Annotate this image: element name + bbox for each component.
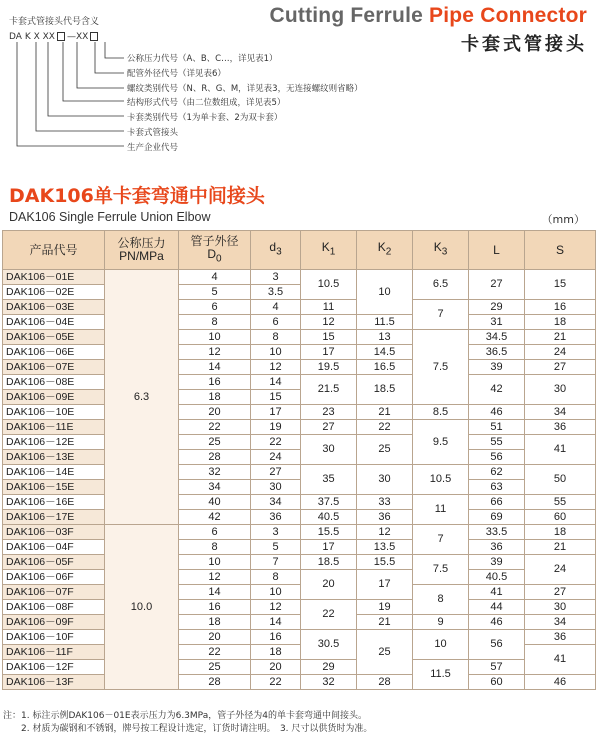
cell-k1: 20 [301, 570, 357, 600]
note-line-2: 2. 材质为碳钢和不锈钢，牌号按工程设计选定，订货时请注明。 3. 尺寸以供货时为准。 [3, 724, 373, 734]
table-row [3, 555, 596, 570]
cell-l: 33.5 [469, 525, 525, 540]
table-group-6-3 [3, 270, 596, 525]
cell-d3: 3 [251, 270, 301, 285]
cell-k2: 25 [357, 630, 413, 675]
cell-d0: 10 [179, 330, 251, 345]
table-header-row [3, 231, 596, 270]
header-od-symbol: D [207, 246, 217, 261]
header-d-sub: 3 [276, 246, 282, 258]
cell-l: 46 [469, 615, 525, 630]
cell-k3: 9 [413, 615, 469, 630]
cell-k2: 21 [357, 405, 413, 420]
cell-d3: 14 [251, 615, 301, 630]
code-pattern-box [57, 32, 65, 41]
cell-d0: 8 [179, 540, 251, 555]
code-desc-od: 配管外径代号（详见表6） [127, 69, 226, 79]
cell-s: 34 [525, 405, 596, 420]
cell-d0: 34 [179, 480, 251, 495]
table-row [3, 615, 596, 630]
cell-d3: 27 [251, 465, 301, 480]
table-row [3, 510, 596, 525]
cell-d3: 8 [251, 330, 301, 345]
cell-code: DAK106－11E [3, 420, 105, 435]
code-pattern-box [90, 32, 98, 41]
cell-code: DAK106－13E [3, 450, 105, 465]
cell-d0: 20 [179, 630, 251, 645]
cell-k2: 12 [357, 525, 413, 540]
cell-k1: 17 [301, 540, 357, 555]
cell-l: 39 [469, 360, 525, 375]
cell-d0: 6 [179, 300, 251, 315]
cell-k2: 33 [357, 495, 413, 510]
cell-d0: 12 [179, 570, 251, 585]
cell-d0: 40 [179, 495, 251, 510]
cell-pn: 10.0 [105, 525, 179, 690]
table-row [3, 360, 596, 375]
cell-k2: 10 [357, 270, 413, 315]
cell-l: 40.5 [469, 570, 525, 585]
cell-l: 60 [469, 675, 525, 690]
cell-code: DAK106－12E [3, 435, 105, 450]
cell-l: 63 [469, 480, 525, 495]
cell-d0: 5 [179, 285, 251, 300]
cell-k2: 22 [357, 420, 413, 435]
table-row [3, 675, 596, 690]
cell-code: DAK106－14E [3, 465, 105, 480]
cell-s: 30 [525, 375, 596, 405]
cell-d3: 12 [251, 360, 301, 375]
table-row [3, 435, 596, 450]
cell-l: 55 [469, 435, 525, 450]
cell-k2: 30 [357, 465, 413, 495]
cell-l: 62 [469, 465, 525, 480]
cell-k2: 14.5 [357, 345, 413, 360]
code-desc-thread: 螺纹类别代号（N、R、G、M，详见表3，无连接螺纹则省略） [127, 84, 363, 94]
code-pattern-od: XX [75, 32, 89, 42]
cell-k2: 13 [357, 330, 413, 345]
cell-d3: 8 [251, 570, 301, 585]
cell-k1: 37.5 [301, 495, 357, 510]
cell-d0: 8 [179, 315, 251, 330]
header-k3 [413, 231, 469, 270]
header-k2 [357, 231, 413, 270]
code-desc-ferrule-type: 卡套类别代号（1为单卡套、2为双卡套） [127, 113, 283, 123]
cell-code: DAK106－07F [3, 585, 105, 600]
brand-english-main: Cutting Ferrule [269, 4, 430, 27]
cell-k1: 11 [301, 300, 357, 315]
header-k2-symbol: K [377, 240, 386, 255]
cell-l: 42 [469, 375, 525, 405]
brand-english-accent: Pipe Connector [429, 4, 587, 27]
cell-d0: 16 [179, 375, 251, 390]
brand-header [269, 4, 587, 56]
product-title: DAK106单卡套弯通中间接头 [9, 185, 265, 207]
cell-code: DAK106－01E [3, 270, 105, 285]
table-row [3, 270, 596, 285]
cell-k1: 29 [301, 660, 357, 675]
cell-d0: 18 [179, 390, 251, 405]
code-desc-connector: 卡套式管接头 [127, 128, 179, 138]
cell-k3: 7 [413, 300, 469, 330]
header-od [179, 231, 251, 270]
cell-code: DAK106－15E [3, 480, 105, 495]
cell-code: DAK106－02E [3, 285, 105, 300]
cell-s: 27 [525, 585, 596, 600]
cell-code: DAK106－17E [3, 510, 105, 525]
spec-table [2, 230, 596, 690]
cell-d3: 24 [251, 450, 301, 465]
cell-l: 34.5 [469, 330, 525, 345]
cell-k3: 7.5 [413, 330, 469, 405]
cell-d0: 22 [179, 420, 251, 435]
cell-k2: 19 [357, 600, 413, 615]
cell-k2: 13.5 [357, 540, 413, 555]
cell-k3: 8.5 [413, 405, 469, 420]
cell-s: 41 [525, 435, 596, 465]
cell-d0: 12 [179, 345, 251, 360]
cell-d0: 28 [179, 450, 251, 465]
cell-l: 36.5 [469, 345, 525, 360]
header-l: L [469, 231, 525, 270]
cell-d0: 6 [179, 525, 251, 540]
cell-d3: 19 [251, 420, 301, 435]
cell-k3: 7.5 [413, 555, 469, 585]
cell-k2: 25 [357, 435, 413, 465]
cell-s: 46 [525, 675, 596, 690]
table-row [3, 300, 596, 315]
cell-l: 39 [469, 555, 525, 570]
cell-code: DAK106－09F [3, 615, 105, 630]
table-group-10-0 [3, 525, 596, 690]
brand-english-title [269, 4, 587, 28]
cell-l: 69 [469, 510, 525, 525]
cell-d3: 3.5 [251, 285, 301, 300]
cell-s: 24 [525, 345, 596, 360]
cell-d3: 10 [251, 345, 301, 360]
code-pattern-ferrule: K [24, 32, 31, 42]
code-pattern-dash: — [66, 32, 76, 42]
cell-d3: 5 [251, 540, 301, 555]
cell-k2: 28 [357, 675, 413, 690]
cell-s: 36 [525, 420, 596, 435]
cell-l: 46 [469, 405, 525, 420]
cell-k1: 22 [301, 600, 357, 630]
table-row [3, 405, 596, 420]
table-row [3, 660, 596, 675]
cell-k2: 11.5 [357, 315, 413, 330]
cell-code: DAK106－16E [3, 495, 105, 510]
cell-d0: 25 [179, 660, 251, 675]
cell-k1: 17 [301, 345, 357, 360]
cell-k2: 16.5 [357, 360, 413, 375]
cell-d0: 14 [179, 360, 251, 375]
cell-d0: 10 [179, 555, 251, 570]
table-row [3, 450, 596, 465]
cell-d3: 20 [251, 660, 301, 675]
cell-s: 60 [525, 510, 596, 525]
cell-k2: 21 [357, 615, 413, 630]
cell-s: 18 [525, 315, 596, 330]
table-row [3, 375, 596, 390]
cell-pn: 6.3 [105, 270, 179, 525]
cell-k2: 18.5 [357, 375, 413, 405]
header-k3-symbol: K [433, 240, 442, 255]
cell-k3: 9.5 [413, 420, 469, 465]
cell-d3: 16 [251, 630, 301, 645]
cell-k3: 7 [413, 525, 469, 555]
cell-code: DAK106－03F [3, 525, 105, 540]
cell-d0: 14 [179, 585, 251, 600]
cell-k1: 15 [301, 330, 357, 345]
cell-l: 51 [469, 420, 525, 435]
cell-s: 30 [525, 600, 596, 615]
cell-d0: 32 [179, 465, 251, 480]
table-row [3, 480, 596, 495]
table-row [3, 465, 596, 480]
cell-d3: 4 [251, 300, 301, 315]
cell-d3: 3 [251, 525, 301, 540]
cell-d3: 36 [251, 510, 301, 525]
cell-s: 18 [525, 525, 596, 540]
cell-s: 50 [525, 465, 596, 495]
cell-k1: 18.5 [301, 555, 357, 570]
cell-k1: 23 [301, 405, 357, 420]
cell-code: DAK106－10E [3, 405, 105, 420]
cell-k3: 11.5 [413, 660, 469, 690]
cell-code: DAK106－05E [3, 330, 105, 345]
cell-l: 56 [469, 630, 525, 660]
cell-k1: 27 [301, 420, 357, 435]
cell-k2: 15.5 [357, 555, 413, 570]
cell-d3: 15 [251, 390, 301, 405]
header-d-symbol: d [269, 240, 277, 255]
cell-l: 56 [469, 450, 525, 465]
cell-l: 36 [469, 540, 525, 555]
cell-k1: 40.5 [301, 510, 357, 525]
header-d3 [251, 231, 301, 270]
header-k1 [301, 231, 357, 270]
cell-d0: 18 [179, 615, 251, 630]
header-pn-unit: PN/MPa [119, 249, 164, 263]
cell-l: 66 [469, 495, 525, 510]
cell-s: 34 [525, 615, 596, 630]
cell-d3: 14 [251, 375, 301, 390]
cell-d0: 4 [179, 270, 251, 285]
table-row [3, 600, 596, 615]
cell-code: DAK106－08E [3, 375, 105, 390]
code-pattern-structure: XX [42, 32, 55, 42]
cell-d3: 10 [251, 585, 301, 600]
cell-s: 16 [525, 300, 596, 315]
cell-k1: 21.5 [301, 375, 357, 405]
cell-code: DAK106－06F [3, 570, 105, 585]
cell-code: DAK106－11F [3, 645, 105, 660]
cell-s: 21 [525, 330, 596, 345]
table-row [3, 585, 596, 600]
code-desc-structure: 结构形式代号（由二位数组成，详见表5） [127, 98, 286, 108]
note-line-1: 注：1. 标注示例DAK106－01E表示压力为6.3MPa，管子外径为4的单卡套弯通中间接头。 [3, 711, 367, 721]
code-desc-manufacturer: 生产企业代号 [127, 143, 179, 153]
table-row [3, 420, 596, 435]
code-pattern [9, 32, 100, 42]
cell-k3: 8 [413, 585, 469, 615]
notes [3, 710, 372, 736]
cell-k2: 36 [357, 510, 413, 525]
cell-s: 24 [525, 555, 596, 585]
cell-d3: 7 [251, 555, 301, 570]
brand-chinese-title: 卡套式管接头 [461, 34, 587, 55]
table-row [3, 540, 596, 555]
cell-k3: 11 [413, 495, 469, 525]
cell-k1: 30 [301, 435, 357, 465]
cell-d3: 17 [251, 405, 301, 420]
cell-l: 44 [469, 600, 525, 615]
product-subtitle: DAK106 Single Ferrule Union Elbow [9, 210, 211, 224]
cell-s: 36 [525, 630, 596, 645]
cell-d3: 18 [251, 645, 301, 660]
cell-code: DAK106－09E [3, 390, 105, 405]
cell-code: DAK106－04E [3, 315, 105, 330]
table-row [3, 525, 596, 540]
cell-d3: 12 [251, 600, 301, 615]
cell-k1: 15.5 [301, 525, 357, 540]
header-k1-symbol: K [321, 240, 330, 255]
cell-code: DAK106－12F [3, 660, 105, 675]
cell-code: DAK106－03E [3, 300, 105, 315]
cell-d0: 22 [179, 645, 251, 660]
cell-l: 29 [469, 300, 525, 315]
cell-code: DAK106－04F [3, 540, 105, 555]
unit-label: （mm） [541, 213, 585, 226]
header-k1-sub: 1 [329, 246, 336, 258]
cell-k1: 35 [301, 465, 357, 495]
cell-k1: 10.5 [301, 270, 357, 300]
header-k2-sub: 2 [385, 246, 392, 258]
cell-d0: 20 [179, 405, 251, 420]
cell-code: DAK106－13F [3, 675, 105, 690]
code-pattern-thread: X [33, 32, 40, 42]
table-row [3, 495, 596, 510]
cell-code: DAK106－07E [3, 360, 105, 375]
cell-code: DAK106－10F [3, 630, 105, 645]
header-od-sub: 0 [216, 253, 222, 265]
cell-d3: 30 [251, 480, 301, 495]
table-row [3, 570, 596, 585]
cell-code: DAK106－05F [3, 555, 105, 570]
cell-k1: 32 [301, 675, 357, 690]
cell-s: 21 [525, 540, 596, 555]
cell-d3: 22 [251, 675, 301, 690]
cell-k1: 12 [301, 315, 357, 330]
cell-s: 15 [525, 270, 596, 300]
cell-d0: 42 [179, 510, 251, 525]
cell-s: 41 [525, 645, 596, 675]
table-row [3, 315, 596, 330]
cell-l: 57 [469, 660, 525, 675]
cell-k1: 19.5 [301, 360, 357, 375]
cell-d0: 25 [179, 435, 251, 450]
cell-k3: 6.5 [413, 270, 469, 300]
cell-k1: 30.5 [301, 630, 357, 660]
header-k3-sub: 3 [441, 246, 448, 258]
code-meaning-title: 卡套式管接头代号含义 [9, 17, 100, 27]
cell-l: 27 [469, 270, 525, 300]
cell-s: 55 [525, 495, 596, 510]
header-pn-cn: 公称压力 [117, 236, 166, 250]
cell-code: DAK106－08F [3, 600, 105, 615]
cell-s: 27 [525, 360, 596, 375]
cell-d3: 34 [251, 495, 301, 510]
cell-d0: 16 [179, 600, 251, 615]
header-od-cn: 管子外径 [190, 233, 239, 248]
cell-d0: 28 [179, 675, 251, 690]
cell-code: DAK106－06E [3, 345, 105, 360]
cell-k3: 10 [413, 630, 469, 660]
header-code: 产品代号 [3, 231, 105, 270]
cell-k3: 10.5 [413, 465, 469, 495]
header-pn [105, 231, 179, 270]
table-row [3, 330, 596, 345]
cell-k2: 17 [357, 570, 413, 600]
code-pattern-prefix: DA [9, 32, 22, 42]
header-s: S [525, 231, 596, 270]
cell-l: 31 [469, 315, 525, 330]
cell-d3: 22 [251, 435, 301, 450]
table-row [3, 630, 596, 645]
code-desc-pressure: 公称压力代号（A、B、C…，详见表1） [127, 54, 278, 64]
cell-l: 41 [469, 585, 525, 600]
table-row [3, 345, 596, 360]
cell-d3: 6 [251, 315, 301, 330]
